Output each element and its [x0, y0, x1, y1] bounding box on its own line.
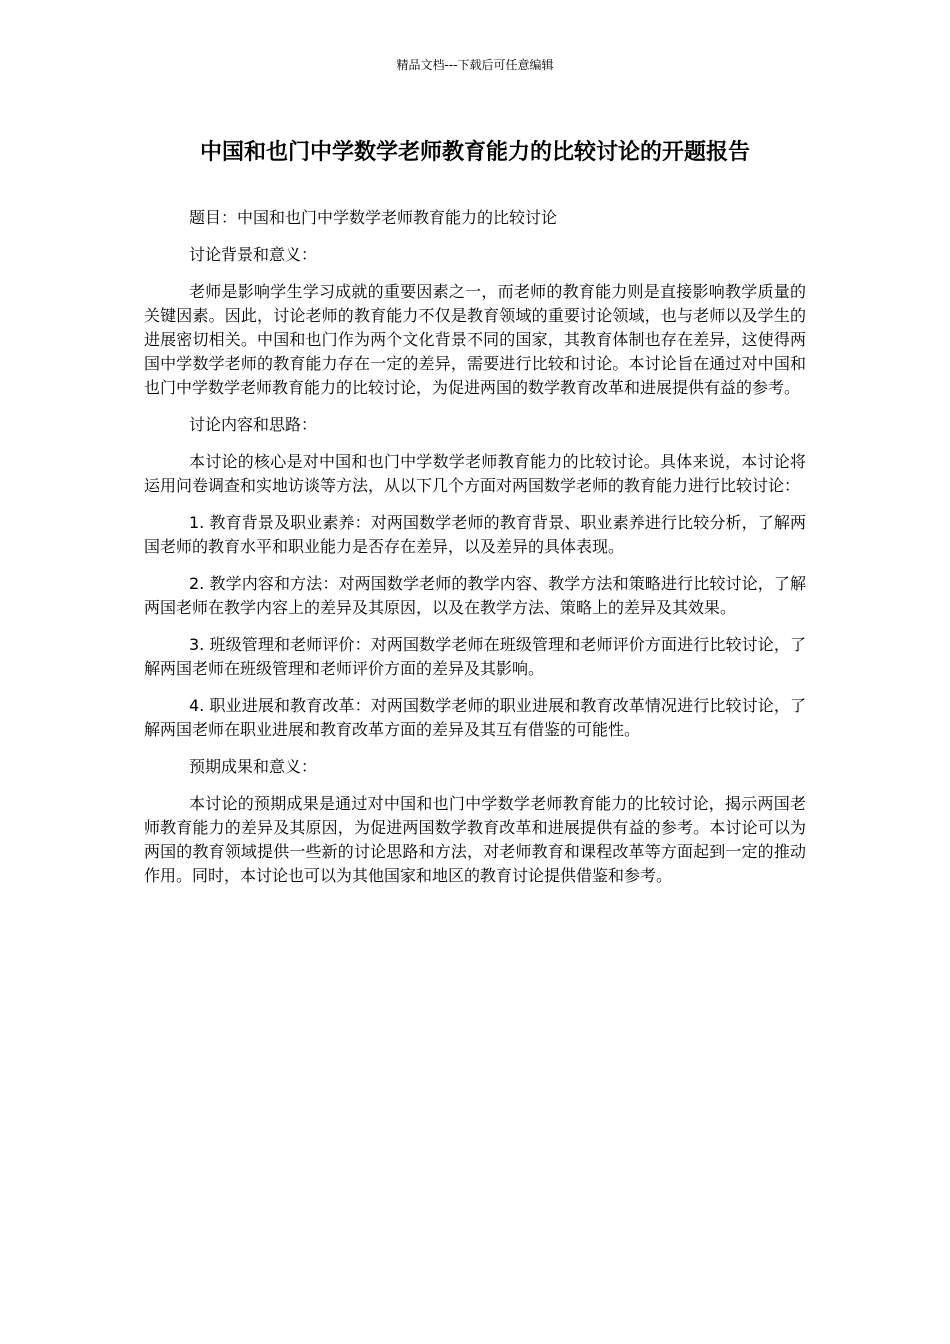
paragraph-topic: 题目：中国和也门中学数学老师教育能力的比较讨论 [189, 208, 558, 227]
document-body [144, 206, 806, 901]
paragraph-outcomes: 本讨论的预期成果是通过对中国和也门中学数学老师教育能力的比较讨论，揭示两国老师教育能力的差异及其原因，为促进两国数学教育改革和进展提供有益的参考。本讨论可以为两国的教育领域提供一些新的讨论思路和方法，对老师教育和课程改革等方面起到一定的推动作用。同时，本讨论也可以为其他国家和地区的教育讨论提供借鉴和参考。 [144, 794, 806, 885]
document-title: 中国和也门中学数学老师教育能力的比较讨论的开题报告 [199, 140, 750, 165]
paragraph-content: 本讨论的核心是对中国和也门中学数学老师教育能力的比较讨论。具体来说，本讨论将运用问卷调查和实地访谈等方法，从以下几个方面对两国数学老师的教育能力进行比较讨论： [144, 452, 806, 495]
heading-content: 讨论内容和思路： [189, 415, 318, 434]
heading-background: 讨论背景和意义： [189, 245, 318, 264]
list-item-2: 2. 教学内容和方法：对两国数学老师的教学内容、教学方法和策略进行比较讨论，了解两国老师在教学内容上的差异及其原因，以及在教学方法、策略上的差异及其效果。 [144, 574, 806, 617]
list-item-3: 3. 班级管理和老师评价：对两国数学老师在班级管理和老师评价方面进行比较讨论，了解两国老师在班级管理和老师评价方面的差异及其影响。 [144, 635, 806, 678]
page-header: 精品文档---下载后可任意编辑 [396, 58, 554, 72]
list-item-1: 1. 教育背景及职业素养：对两国数学老师的教育背景、职业素养进行比较分析，了解两国老师的教育水平和职业能力是否存在差异，以及差异的具体表现。 [144, 513, 806, 556]
heading-outcomes: 预期成果和意义： [189, 757, 318, 776]
list-item-4: 4. 职业进展和教育改革：对两国数学老师的职业进展和教育改革情况进行比较讨论，了解两国老师在职业进展和教育改革方面的差异及其互有借鉴的可能性。 [144, 696, 806, 739]
paragraph-background: 老师是影响学生学习成就的重要因素之一，而老师的教育能力则是直接影响教学质量的关键因素。因此，讨论老师的教育能力不仅是教育领域的重要讨论领域，也与老师以及学生的进展密切相关。中国和也门作为两个文化背景不同的国家，其教育体制也存在差异，这使得两国中学数学老师的教育能力存在一定的差异，需要进行比较和讨论。本讨论旨在通过对中国和也门中学数学老师教育能力的比较讨论，为促进两国的数学教育改革和进展提供有益的参考。 [144, 282, 806, 397]
